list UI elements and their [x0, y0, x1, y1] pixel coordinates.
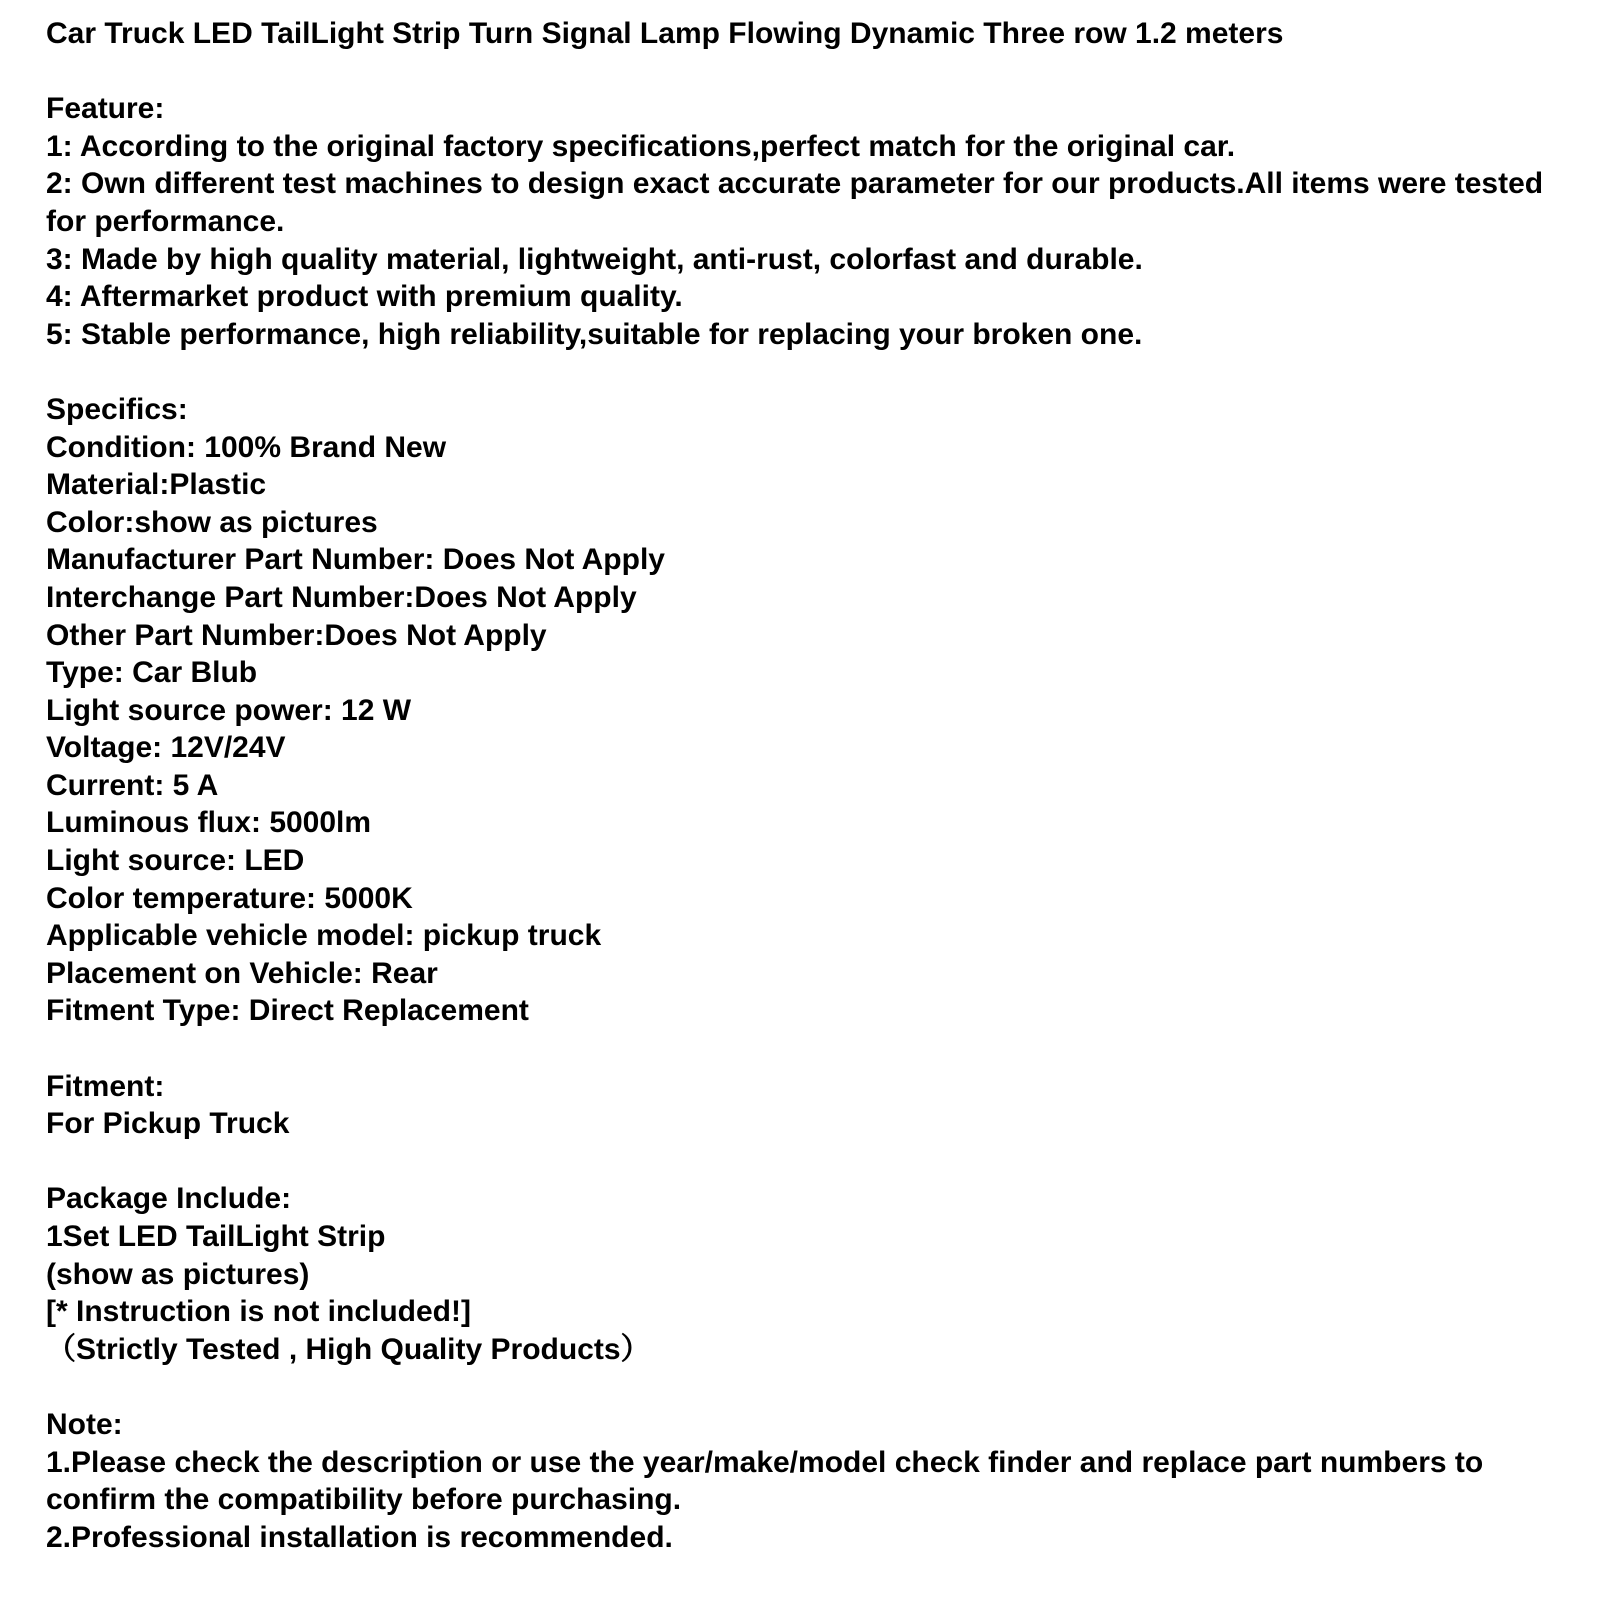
feature-line: 5: Stable performance, high reliability,suitable for replacing your broken one.: [46, 317, 1143, 351]
spec-light-source: Light source: LED: [46, 844, 305, 878]
fitment-line: For Pickup Truck: [46, 1107, 290, 1141]
spec-fitment-type: Fitment Type: Direct Replacement: [46, 994, 529, 1028]
package-line: 1Set LED TailLight Strip: [46, 1220, 386, 1253]
package-line: （Strictly Tested , High Quality Products）: [46, 1332, 651, 1366]
spec-luminous-flux: Luminous flux: 5000lm: [46, 806, 372, 840]
note-line: 1.Please check the description or use the year/make/model check finder and replace part numbers to: [46, 1445, 1484, 1479]
section-feature: [46, 90, 1560, 353]
note-line: confirm the compatibility before purchasing.: [46, 1483, 682, 1517]
spec-material: Material:Plastic: [46, 468, 267, 502]
spec-interchange-part-number: Interchange Part Number:Does Not Apply: [46, 580, 637, 614]
spec-other-part-number: Other Part Number:Does Not Apply: [46, 618, 547, 652]
feature-line: 3: Made by high quality material, lightweight, anti-rust, colorfast and durable.: [46, 242, 1143, 276]
spec-condition: Condition: 100% Brand New: [46, 430, 447, 464]
spec-current: Current: 5 A: [46, 768, 219, 802]
note-heading: Note:: [46, 1407, 123, 1441]
spec-light-source-power: Light source power: 12 W: [46, 693, 412, 727]
spec-type: Type: Car Blub: [46, 656, 258, 690]
section-fitment: [46, 1068, 1560, 1143]
spec-color: Color:show as pictures: [46, 505, 378, 539]
spec-placement-on-vehicle: Placement on Vehicle: Rear: [46, 956, 438, 990]
package-line: [* Instruction is not included!]: [46, 1295, 471, 1329]
package-heading: Package Include:: [46, 1182, 292, 1216]
package-line: (show as pictures): [46, 1257, 310, 1291]
specifics-heading: Specifics:: [46, 392, 188, 426]
spec-manufacturer-part-number: Manufacturer Part Number: Does Not Apply: [46, 543, 665, 577]
section-package-include: [46, 1180, 1560, 1368]
note-line: 2.Professional installation is recommended.: [46, 1520, 673, 1554]
product-title: Car Truck LED TailLight Strip Turn Signal Lamp Flowing Dynamic Three row 1.2 meters: [46, 17, 1284, 50]
feature-line: for performance.: [46, 204, 285, 238]
section-note: [46, 1406, 1560, 1556]
feature-line: 4: Aftermarket product with premium quality.: [46, 280, 683, 314]
spec-color-temperature: Color temperature: 5000K: [46, 881, 413, 915]
section-specifics: [46, 391, 1560, 1030]
feature-heading: Feature:: [46, 92, 165, 126]
spec-voltage: Voltage: 12V/24V: [46, 731, 286, 765]
fitment-heading: Fitment:: [46, 1069, 165, 1103]
spec-applicable-vehicle-model: Applicable vehicle model: pickup truck: [46, 919, 602, 953]
feature-line: 1: According to the original factory specifications,perfect match for the original car.: [46, 129, 1236, 163]
feature-line: 2: Own different test machines to design exact accurate parameter for our products.All items were tested: [46, 167, 1544, 201]
